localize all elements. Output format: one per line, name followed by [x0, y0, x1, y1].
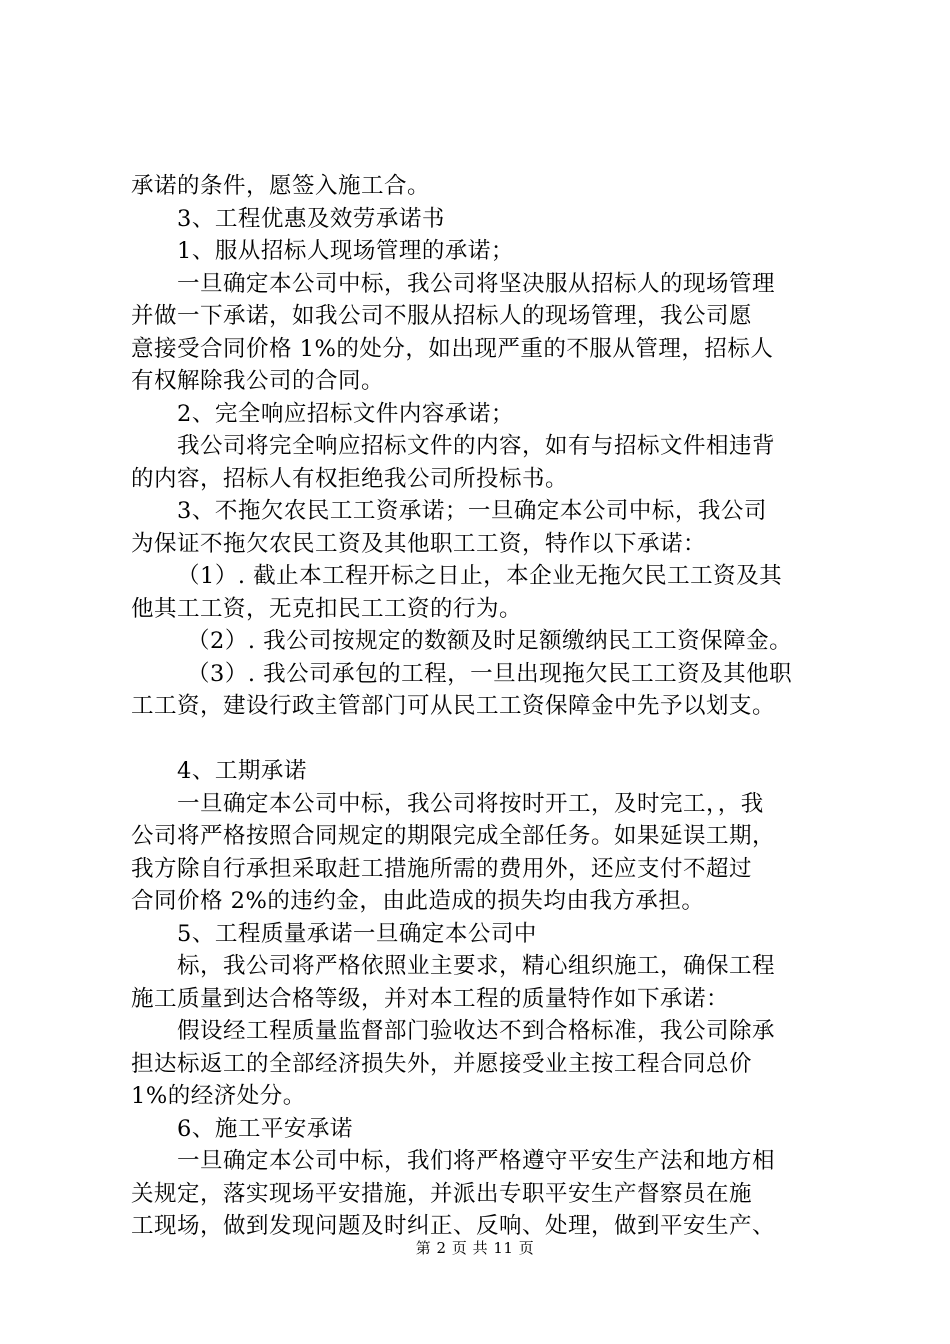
list-item: （2）. 我公司按规定的数额及时足额缴纳民工工资保障金。 [187, 628, 793, 654]
text-line: 承诺的条件，愿签入施工合。 [131, 173, 431, 199]
text-line: 为保证不拖欠农民工资及其他职工工资，特作以下承诺： [131, 530, 707, 557]
section-heading: 3、工程优惠及效劳承诺书 [177, 205, 445, 232]
subsection-heading: 2、完全响应招标文件内容承诺； [177, 400, 514, 427]
text-line: 标，我公司将严格依照业主要求，精心组织施工，确保工程 [177, 953, 776, 979]
text-line: 施工质量到达合格等级，并对本工程的质量特作如下承诺： [131, 985, 730, 1012]
text-line: 假设经工程质量监督部门验收达不到合格标准，我公司除承 [177, 1018, 776, 1044]
subsection-heading: 3、不拖欠农民工工资承诺；一旦确定本公司中标，我公司 [177, 498, 767, 524]
text-line: 工工资，建设行政主管部门可从民工工资保障金中先予以划支。 [131, 693, 776, 719]
text-line: 并做一下承诺，如我公司不服从招标人的现场管理，我公司愿 [131, 303, 753, 329]
text-line: 一旦确定本公司中标，我们将严格遵守平安生产法和地方相 [177, 1148, 776, 1174]
document-body [131, 170, 831, 1243]
text-line: 他其工工资，无克扣民工工资的行为。 [131, 595, 523, 622]
subsection-heading: 6、施工平安承诺 [177, 1115, 353, 1142]
text-line: 我公司将完全响应招标文件的内容，如有与招标文件相违背 [177, 433, 776, 459]
list-item: （3）. 我公司承包的工程，一旦出现拖欠民工工资及其他职 [187, 660, 793, 687]
text-line: 一旦确定本公司中标，我公司将坚决服从招标人的现场管理 [177, 270, 776, 297]
text-line: 担达标返工的全部经济损失外，并愿接受业主按工程合同总价 [131, 1050, 753, 1077]
text-line: 关规定，落实现场平安措施，并派出专职平安生产督察员在施 [131, 1180, 753, 1207]
text-line: 1%的经济处分。 [131, 1083, 306, 1109]
subsection-heading: 4、工期承诺 [177, 758, 307, 784]
blank-line [131, 723, 831, 756]
text-line: 一旦确定本公司中标，我公司将按时开工，及时完工，，我 [177, 790, 764, 817]
text-line: 的内容，招标人有权拒绝我公司所投标书。 [131, 465, 569, 492]
text-line: 工现场，做到发现问题及时纠正、反响、处理，做到平安生产、 [131, 1213, 776, 1239]
subsection-heading: 5、工程质量承诺一旦确定本公司中 [177, 920, 537, 947]
text-line: 公司将严格按照合同规定的期限完成全部任务。如果延误工期， [131, 823, 776, 849]
text-line: 有权解除我公司的合同。 [131, 368, 385, 394]
text-line: 合同价格 2%的违约金，由此造成的损失均由我方承担。 [131, 888, 705, 914]
text-line: 意接受合同价格 1%的处分，如出现严重的不服从管理，招标人 [131, 335, 774, 362]
page-footer: 第 2 页 共 11 页 [415, 1239, 535, 1257]
subsection-heading: 1、服从招标人现场管理的承诺； [177, 238, 514, 264]
text-line: 我方除自行承担采取赶工措施所需的费用外，还应支付不超过 [131, 855, 753, 882]
list-item: （1）. 截止本工程开标之日止，本企业无拖欠民工工资及其 [177, 563, 783, 589]
